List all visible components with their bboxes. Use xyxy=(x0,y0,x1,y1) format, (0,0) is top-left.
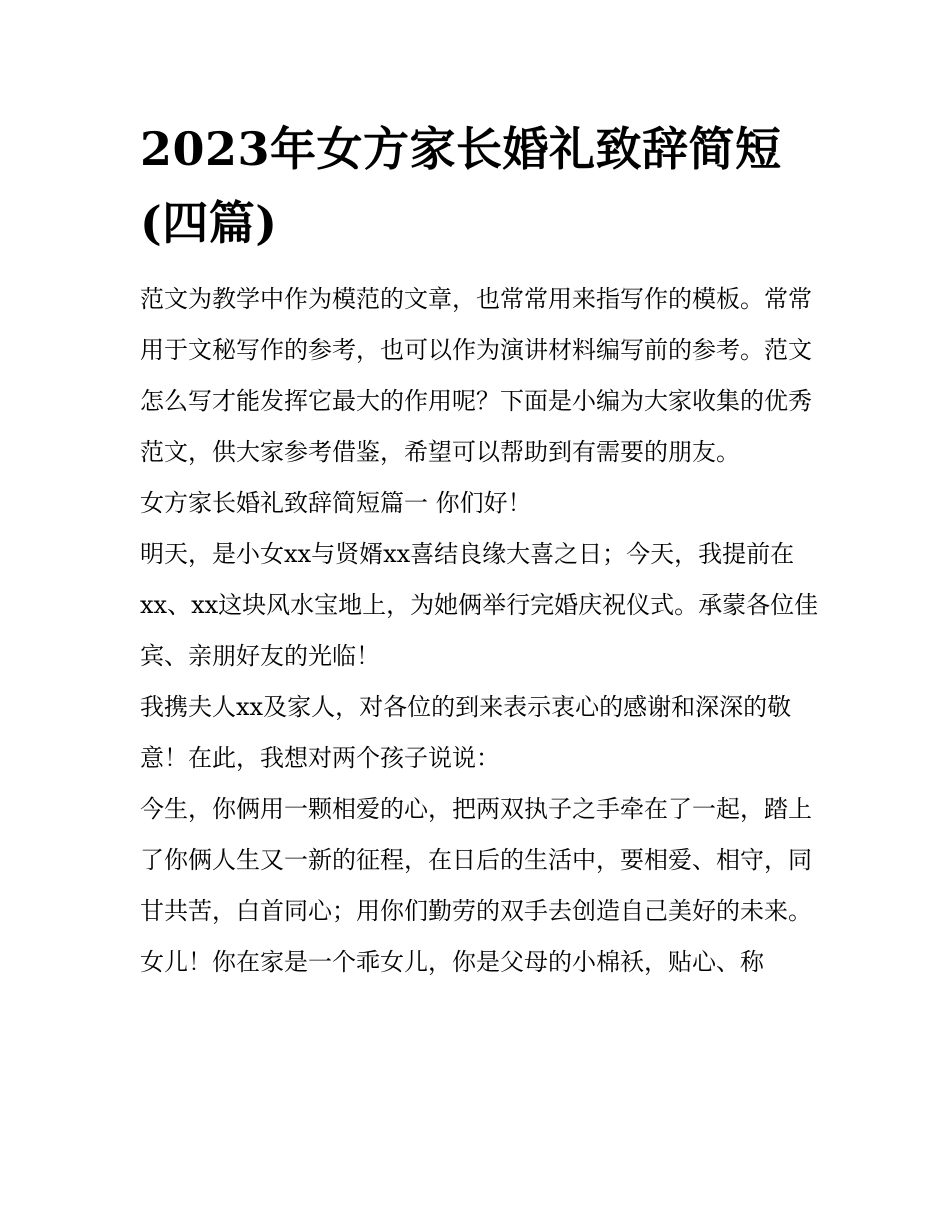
document-body xyxy=(140,274,830,988)
paragraph-text: 我携夫人xx及家人，对各位的到来表示衷心的感谢和深深的敬意！在此，我想对两个孩子说说： xyxy=(140,693,792,772)
paragraph-section-heading: 女方家长婚礼致辞简短篇一 你们好！ xyxy=(140,489,532,517)
paragraph-text: 明天，是小女xx与贤婿xx喜结良缘大喜之日；今天，我提前在xx、xx这块风水宝地上，为她俩举行完婚庆祝仪式。承蒙各位佳宾、亲朋好友的光临！ xyxy=(140,540,819,670)
paragraph-text: 女儿！你在家是一个乖女儿，你是父母的小棉袄，贴心、称 xyxy=(140,948,764,976)
document-title: 2023年女方家长婚礼致辞简短(四篇) xyxy=(140,122,782,250)
paragraph-text: 今生，你俩用一颗相爱的心，把两双执子之手牵在了一起，踏上了你俩人生又一新的征程，在日后的生活中，要相爱、相守，同甘共苦，白首同心；用你们勤劳的双手去创造自己美好的未来。 xyxy=(140,795,812,925)
paragraph-intro: 范文为教学中作为模范的文章，也常常用来指写作的模板。常常用于文秘写作的参考，也可以作为演讲材料编写前的参考。范文怎么写才能发挥它最大的作用呢？下面是小编为大家收集的优秀范文，供大家参考借鉴，希望可以帮助到有需要的朋友。 xyxy=(140,285,812,466)
